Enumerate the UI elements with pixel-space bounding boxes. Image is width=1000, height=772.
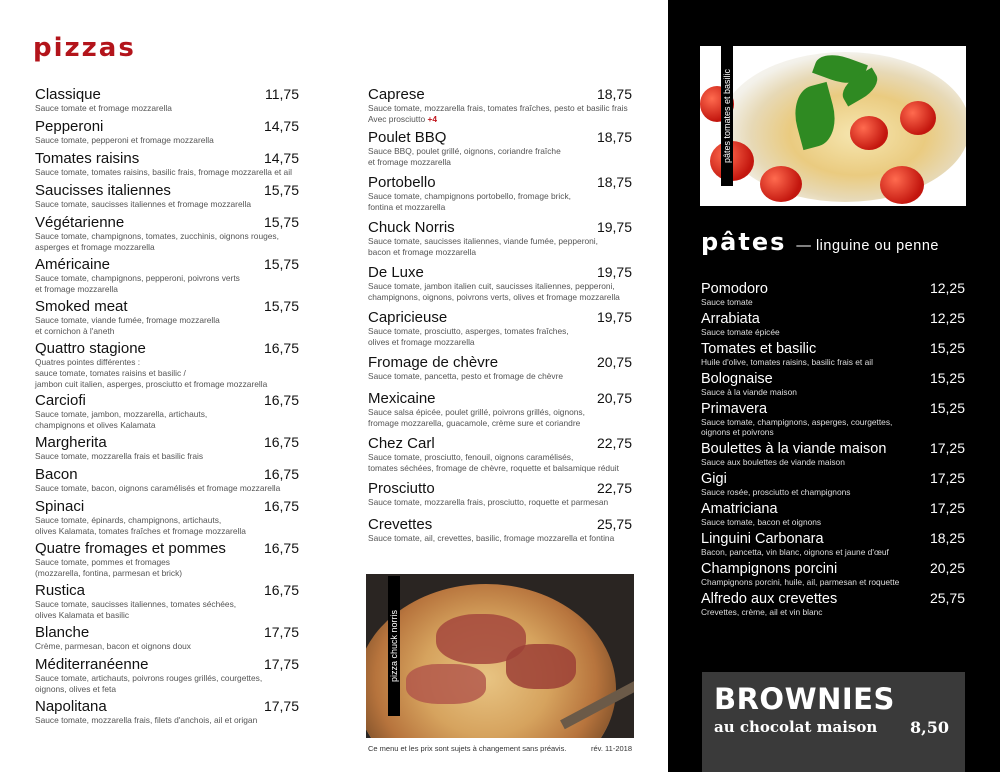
pasta-photo-caption: pâtes tomates et basilic (722, 68, 732, 164)
extra-label: Avec prosciutto (368, 114, 426, 124)
menu-item-description: Sauce tomate, viande fumée, fromage mozzarella (35, 315, 220, 325)
menu-item-row (35, 498, 299, 515)
menu-item-name: Quatre fromages et pommes (35, 540, 226, 557)
pizza-topping (506, 644, 576, 689)
menu-item-price: 20,25 (929, 560, 965, 576)
menu-item-description: Sauce tomate, jambon italien cuit, saucisses italiennes, pepperoni, (368, 281, 615, 291)
menu-item (35, 498, 299, 537)
menu-item-name: Boulettes à la viande maison (701, 441, 887, 457)
menu-item-name: Tomates raisins (35, 150, 140, 167)
menu-item-name: Poulet BBQ (368, 129, 447, 146)
menu-item (368, 174, 632, 213)
menu-item-row (701, 280, 965, 297)
menu-item-description: Bacon, pancetta, vin blanc, oignons et jaune d'œuf (701, 547, 889, 557)
menu-item-name: Arrabiata (701, 311, 760, 327)
menu-item-description: Sauce tomate, bacon, oignons caramélisés et fromage mozzarella (35, 483, 281, 493)
menu-item-name: Carciofi (35, 392, 86, 409)
menu-item-description: Sauce rosée, prosciutto et champignons (701, 487, 851, 497)
menu-item-price: 17,75 (263, 624, 299, 640)
menu-item (35, 150, 299, 178)
menu-item-description: Crevettes, crème, ail et vin blanc (701, 607, 823, 617)
menu-item-description: Sauce tomate, épinards, champignons, artichauts, (35, 515, 222, 525)
menu-item-price: 15,75 (263, 256, 299, 272)
menu-item-description: sauce tomate, tomates raisins et basilic / (35, 368, 186, 378)
menu-item-price: 20,75 (596, 390, 632, 406)
menu-item (701, 310, 965, 340)
menu-item-description: fontina et mozzarella (368, 202, 446, 212)
menu-item (35, 298, 299, 337)
menu-item (35, 340, 299, 390)
menu-item-price: 19,75 (596, 219, 632, 235)
menu-item-description: Sauce tomate, champignons portobello, fromage brick, (368, 191, 571, 201)
menu-item-price: 18,25 (929, 530, 965, 546)
pizza-column-1 (35, 86, 299, 730)
menu-item-name: Pomodoro (701, 281, 768, 297)
brownies-box (702, 672, 965, 772)
menu-item-name: Napolitana (35, 698, 107, 715)
menu-item-row (368, 309, 632, 326)
tomato-shape (900, 101, 936, 135)
menu-item (35, 214, 299, 253)
menu-item-description: et cornichon à l'aneth (35, 326, 115, 336)
menu-item (368, 309, 632, 348)
menu-item-name: Bacon (35, 466, 78, 483)
menu-item-price: 17,75 (263, 656, 299, 672)
menu-item (368, 390, 632, 429)
menu-item-row (35, 150, 299, 167)
menu-item (35, 434, 299, 462)
menu-item-name: Saucisses italiennes (35, 182, 171, 199)
menu-item-price: 15,75 (263, 214, 299, 230)
menu-item-name: Crevettes (368, 516, 433, 533)
menu-item-row (35, 466, 299, 483)
menu-item-description: Sauce tomate, prosciutto, fenouil, oignons caramélisés, (368, 452, 574, 462)
menu-item-price: 25,75 (929, 590, 965, 606)
menu-item-row (35, 624, 299, 641)
menu-item-name: Chuck Norris (368, 219, 455, 236)
menu-item-description: bacon et fromage mozzarella (368, 247, 476, 257)
pizza-topping (406, 664, 486, 704)
pizza-photo-caption: pizza chuck norris (389, 609, 399, 683)
menu-item (701, 470, 965, 500)
menu-item-name: Pepperoni (35, 118, 104, 135)
menu-item (368, 480, 632, 508)
menu-item-description: Sauce tomate, saucisses italiennes, tomates séchées, (35, 599, 237, 609)
menu-item-price: 18,75 (596, 86, 632, 102)
menu-item-description: oignons et poivrons (701, 427, 774, 437)
menu-item-description: Sauce tomate, jambon, mozzarella, artichauts, (35, 409, 208, 419)
menu-item-row (368, 264, 632, 281)
menu-item-row (701, 530, 965, 547)
menu-item (35, 392, 299, 431)
menu-item-row (35, 118, 299, 135)
menu-item-row (35, 434, 299, 451)
menu-item-name: Rustica (35, 582, 86, 599)
menu-item-description: Champignons porcini, huile, ail, parmesan et roquette (701, 577, 900, 587)
menu-item-description: Sauce tomate, prosciutto, asperges, tomates fraîches, (368, 326, 569, 336)
brownies-price: 8,50 (910, 718, 949, 737)
menu-item (368, 435, 632, 474)
pizza-photo (366, 574, 634, 738)
menu-item-row (701, 470, 965, 487)
pates-subtitle: — linguine ou penne (796, 238, 939, 254)
footnote (368, 744, 632, 753)
menu-item-name: Alfredo aux crevettes (701, 591, 838, 607)
menu-item-description: Sauce tomate, tomates raisins, basilic frais, fromage mozzarella et ail (35, 167, 292, 177)
tomato-shape (760, 166, 802, 202)
menu-item (368, 129, 632, 168)
menu-item (368, 354, 632, 382)
menu-item-description: Sauce tomate, mozzarella frais, tomates fraîches, pesto et basilic frais (368, 103, 628, 113)
menu-item-row (701, 400, 965, 417)
menu-item (368, 264, 632, 303)
pasta-photo (700, 46, 966, 206)
menu-item-description: Sauce tomate, artichauts, poivrons rouges grillés, courgettes, (35, 673, 263, 683)
menu-item-name: Margherita (35, 434, 107, 451)
menu-item-price: 25,75 (596, 516, 632, 532)
menu-item-price: 15,25 (929, 340, 965, 356)
menu-item-price: 19,75 (596, 309, 632, 325)
menu-item-price: 15,25 (929, 400, 965, 416)
menu-item-description: oignons, olives et feta (35, 684, 117, 694)
menu-item-row (368, 86, 632, 103)
menu-item-name: Spinaci (35, 498, 85, 515)
menu-item-name: Champignons porcini (701, 561, 838, 577)
menu-item (35, 656, 299, 695)
menu-item (35, 540, 299, 579)
pizza-photo-label (388, 576, 400, 716)
menu-item-price: 15,75 (263, 298, 299, 314)
menu-item-price: 16,75 (263, 582, 299, 598)
brownies-subtitle: au chocolat maison (714, 718, 878, 736)
menu-item-name: Tomates et basilic (701, 341, 817, 357)
menu-item-name: Smoked meat (35, 298, 128, 315)
menu-item-row (701, 310, 965, 327)
menu-item-description: Sauce tomate, pancetta, pesto et fromage de chèvre (368, 371, 564, 381)
menu-item-row (701, 340, 965, 357)
menu-item-name: Prosciutto (368, 480, 435, 497)
menu-item-description: et fromage mozzarella (368, 157, 451, 167)
footnote-text: Ce menu et les prix sont sujets à changement sans préavis. (368, 744, 567, 753)
menu-item-row (35, 582, 299, 599)
menu-item-row (35, 540, 299, 557)
menu-item-name: Mexicaine (368, 390, 436, 407)
menu-item-row (368, 516, 632, 533)
menu-item (35, 582, 299, 621)
pizzas-title: pizzas (33, 33, 136, 63)
tomato-shape (850, 116, 888, 150)
menu-item (35, 698, 299, 726)
menu-item-description: et fromage mozzarella (35, 284, 118, 294)
menu-item-row (368, 435, 632, 452)
menu-item-description: Sauce tomate, bacon et oignons (701, 517, 822, 527)
menu-item (701, 530, 965, 560)
menu-item-row (35, 256, 299, 273)
menu-item-description: Sauce salsa épicée, poulet grillé, poivrons grillés, oignons, (368, 407, 585, 417)
menu-item-row (368, 390, 632, 407)
menu-item (701, 440, 965, 470)
menu-item-description: Sauce tomate, mozzarella frais, prosciutto, roquette et parmesan (368, 497, 609, 507)
extra-price: +4 (427, 114, 437, 124)
menu-item-description: champignons et olives Kalamata (35, 420, 156, 430)
menu-item-description: Sauce tomate, mozzarella frais, filets d'anchois, ail et origan (35, 715, 258, 725)
menu-item-name: Végétarienne (35, 214, 125, 231)
menu-item-row (368, 219, 632, 236)
menu-item-description: Sauce tomate, mozzarella frais et basilic frais (35, 451, 204, 461)
menu-item-name: Caprese (368, 86, 425, 103)
menu-item-row (35, 340, 299, 357)
menu-item-description: olives Kalamata, tomates fraîches et fromage mozzarella (35, 526, 246, 536)
menu-item-price: 17,25 (929, 500, 965, 516)
menu-item-description: olives et fromage mozzarella (368, 337, 475, 347)
menu-item-price: 14,75 (263, 118, 299, 134)
menu-item (701, 560, 965, 590)
menu-item-row (35, 298, 299, 315)
menu-item (35, 182, 299, 210)
menu-item-price: 16,75 (263, 340, 299, 356)
menu-item (368, 516, 632, 544)
menu-item-price: 16,75 (263, 498, 299, 514)
menu-item-price: 12,25 (929, 280, 965, 296)
menu-item (368, 86, 632, 125)
menu-item-description: champignons, oignons, poivrons verts, olives et fromage mozzarella (368, 292, 620, 302)
menu-item-price: 18,75 (596, 129, 632, 145)
menu-item-row (701, 370, 965, 387)
menu-item-extra (368, 114, 632, 125)
menu-item-description: Sauce tomate, champignons, pepperoni, poivrons verts (35, 273, 240, 283)
pates-title: pâtes (701, 228, 787, 256)
menu-item (701, 370, 965, 400)
menu-item-price: 14,75 (263, 150, 299, 166)
tomato-shape (880, 166, 924, 204)
menu-item-description: (mozzarella, fontina, parmesan et brick) (35, 568, 183, 578)
menu-item-row (701, 590, 965, 607)
menu-item-row (701, 500, 965, 517)
menu-item-description: Sauce tomate, champignons, asperges, courgettes, (701, 417, 893, 427)
pates-header (701, 228, 967, 256)
menu-item-description: Sauce BBQ, poulet grillé, oignons, coriandre fraîche (368, 146, 561, 156)
pizza-column-2 (368, 86, 632, 552)
menu-item-description: Quatres pointes différentes : (35, 357, 141, 367)
menu-item-description: Sauce tomate (701, 297, 753, 307)
menu-item-name: Américaine (35, 256, 111, 273)
menu-item-description: Sauce à la viande maison (701, 387, 797, 397)
menu-item (701, 500, 965, 530)
menu-item-name: Quattro stagione (35, 340, 146, 357)
menu-item (701, 340, 965, 370)
menu-item-description: tomates séchées, fromage de chèvre, roquette et balsamique réduit (368, 463, 619, 473)
menu-item-description: Crème, parmesan, bacon et oignons doux (35, 641, 191, 651)
menu-item (701, 400, 965, 440)
menu-item (35, 466, 299, 494)
menu-item-price: 11,75 (265, 86, 299, 102)
footnote-revision: rév. 11-2018 (591, 744, 632, 753)
menu-item-price: 15,75 (263, 182, 299, 198)
menu-item-row (35, 86, 299, 103)
menu-item-description: Sauce tomate et fromage mozzarella (35, 103, 172, 113)
menu-item-name: De Luxe (368, 264, 424, 281)
menu-item-name: Blanche (35, 624, 90, 641)
menu-item-price: 16,75 (263, 466, 299, 482)
menu-item-name: Classique (35, 86, 101, 103)
menu-item-description: jambon cuit italien, asperges, prosciutto et fromage mozzarella (35, 379, 268, 389)
menu-item-description: Sauce tomate, pommes et fromages (35, 557, 170, 567)
menu-item (35, 256, 299, 295)
brownies-title: BROWNIES (714, 682, 895, 716)
menu-item (701, 590, 965, 620)
menu-item-price: 16,75 (263, 434, 299, 450)
menu-item-name: Bolognaise (701, 371, 773, 387)
menu-item-price: 16,75 (263, 392, 299, 408)
menu-item (701, 280, 965, 310)
menu-item-description: Sauce tomate, ail, crevettes, basilic, fromage mozzarella et fontina (368, 533, 615, 543)
menu-item-row (35, 392, 299, 409)
menu-item-row (368, 174, 632, 191)
menu-item-description: Huile d'olive, tomates raisins, basilic frais et ail (701, 357, 873, 367)
menu-item-description: Sauce tomate, saucisses italiennes et fromage mozzarella (35, 199, 251, 209)
menu-item-description: Sauce tomate épicée (701, 327, 780, 337)
pates-list (701, 280, 965, 620)
menu-item-row (35, 656, 299, 673)
menu-item (35, 118, 299, 146)
menu-item-price: 19,75 (596, 264, 632, 280)
menu-item-price: 17,25 (929, 470, 965, 486)
menu-item-name: Chez Carl (368, 435, 435, 452)
menu-item-price: 20,75 (596, 354, 632, 370)
menu-item-price: 22,75 (596, 480, 632, 496)
menu-item-price: 17,75 (263, 698, 299, 714)
menu-item-name: Primavera (701, 401, 768, 417)
menu-item-name: Méditerranéenne (35, 656, 149, 673)
menu-item-description: Sauce aux boulettes de viande maison (701, 457, 845, 467)
menu-item-price: 17,25 (929, 440, 965, 456)
menu-item-description: asperges et fromage mozzarella (35, 242, 155, 252)
menu-item-price: 16,75 (263, 540, 299, 556)
menu-item-price: 18,75 (596, 174, 632, 190)
menu-item-row (701, 560, 965, 577)
menu-item-name: Amatriciana (701, 501, 778, 517)
menu-item-row (701, 440, 965, 457)
menu-item-name: Capricieuse (368, 309, 448, 326)
menu-item-description: Sauce tomate, saucisses italiennes, viande fumée, pepperoni, (368, 236, 598, 246)
menu-item-name: Linguini Carbonara (701, 531, 824, 547)
menu-item-description: Sauce tomate, pepperoni et fromage mozzarella (35, 135, 214, 145)
menu-item-row (35, 214, 299, 231)
menu-item-description: olives Kalamata et basilic (35, 610, 130, 620)
menu-item-row (35, 698, 299, 715)
menu-item-name: Portobello (368, 174, 436, 191)
menu-item-name: Fromage de chèvre (368, 354, 499, 371)
menu-item-row (368, 129, 632, 146)
menu-item-description: Sauce tomate, champignons, tomates, zucchinis, oignons rouges, (35, 231, 279, 241)
menu-item (35, 86, 299, 114)
menu-item-row (368, 480, 632, 497)
pasta-photo-label (721, 46, 733, 186)
menu-item-price: 22,75 (596, 435, 632, 451)
menu-item-name: Gigi (701, 471, 727, 487)
menu-item-description: fromage mozzarella, guacamole, crème sure et coriandre (368, 418, 581, 428)
menu-item (35, 624, 299, 652)
menu-item-price: 12,25 (929, 310, 965, 326)
menu-item (368, 219, 632, 258)
menu-item-row (368, 354, 632, 371)
menu-item-price: 15,25 (929, 370, 965, 386)
menu-item-row (35, 182, 299, 199)
